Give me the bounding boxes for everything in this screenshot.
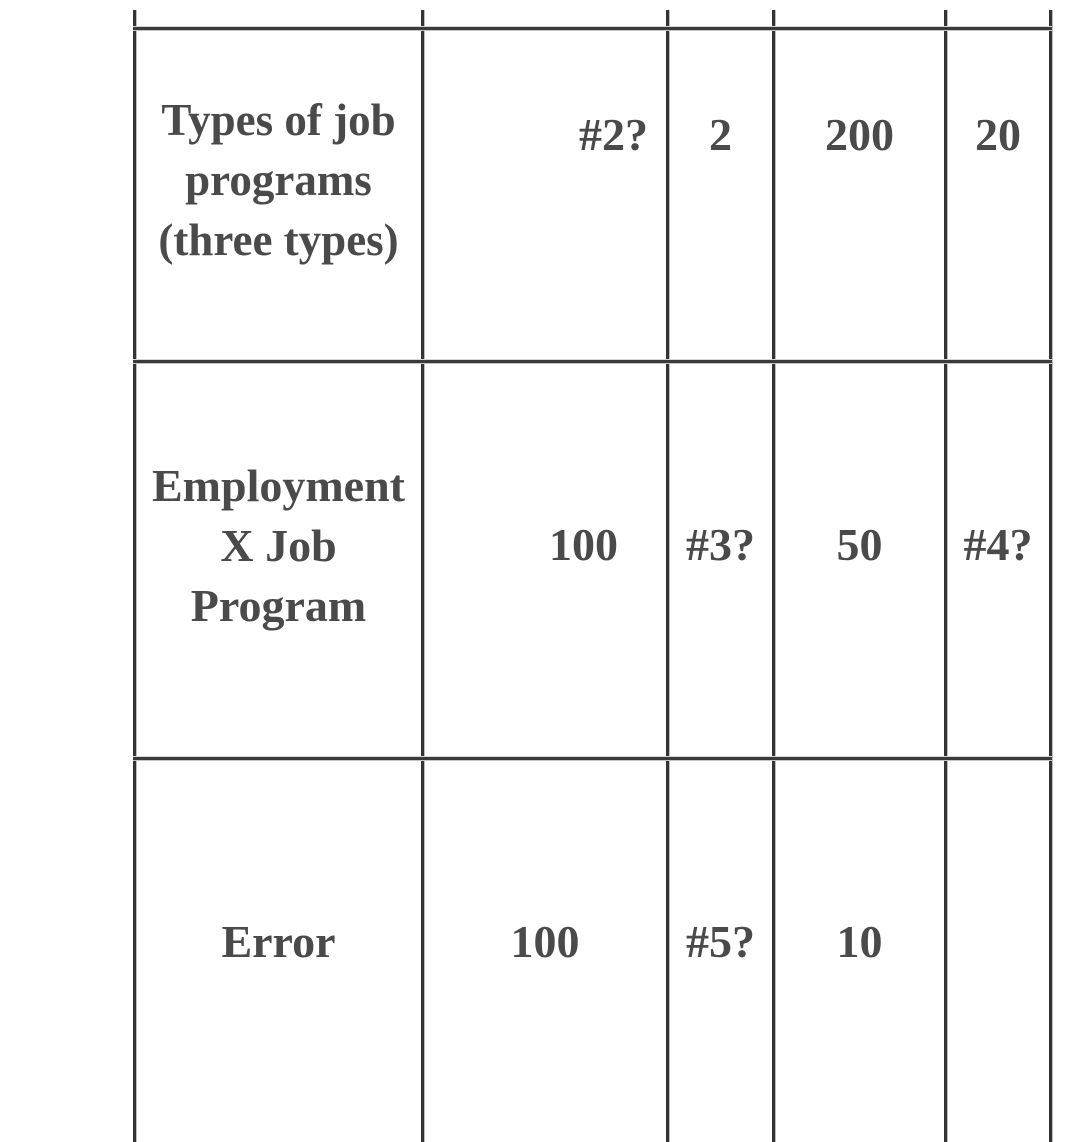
table-cell: 10 (836, 916, 883, 967)
table-cell: #3? (686, 519, 755, 570)
table-cell (947, 760, 1049, 1124)
table-cell: #2? (579, 109, 648, 160)
row-label: Employment X Job Program (152, 460, 405, 631)
grid-line-vertical (1049, 10, 1052, 1142)
row-label: Types of job programs (three types) (158, 95, 399, 265)
table-cell: 20 (975, 109, 1021, 160)
table-cell: 100 (510, 916, 580, 967)
table-cell: #4? (963, 519, 1033, 570)
table-cell: 100 (549, 519, 618, 570)
table-cell: #5? (686, 916, 755, 967)
table-cell: 200 (825, 109, 894, 160)
row-label: Error (221, 916, 336, 967)
table-cell: 2 (709, 109, 732, 160)
table-cell: 50 (836, 519, 883, 570)
